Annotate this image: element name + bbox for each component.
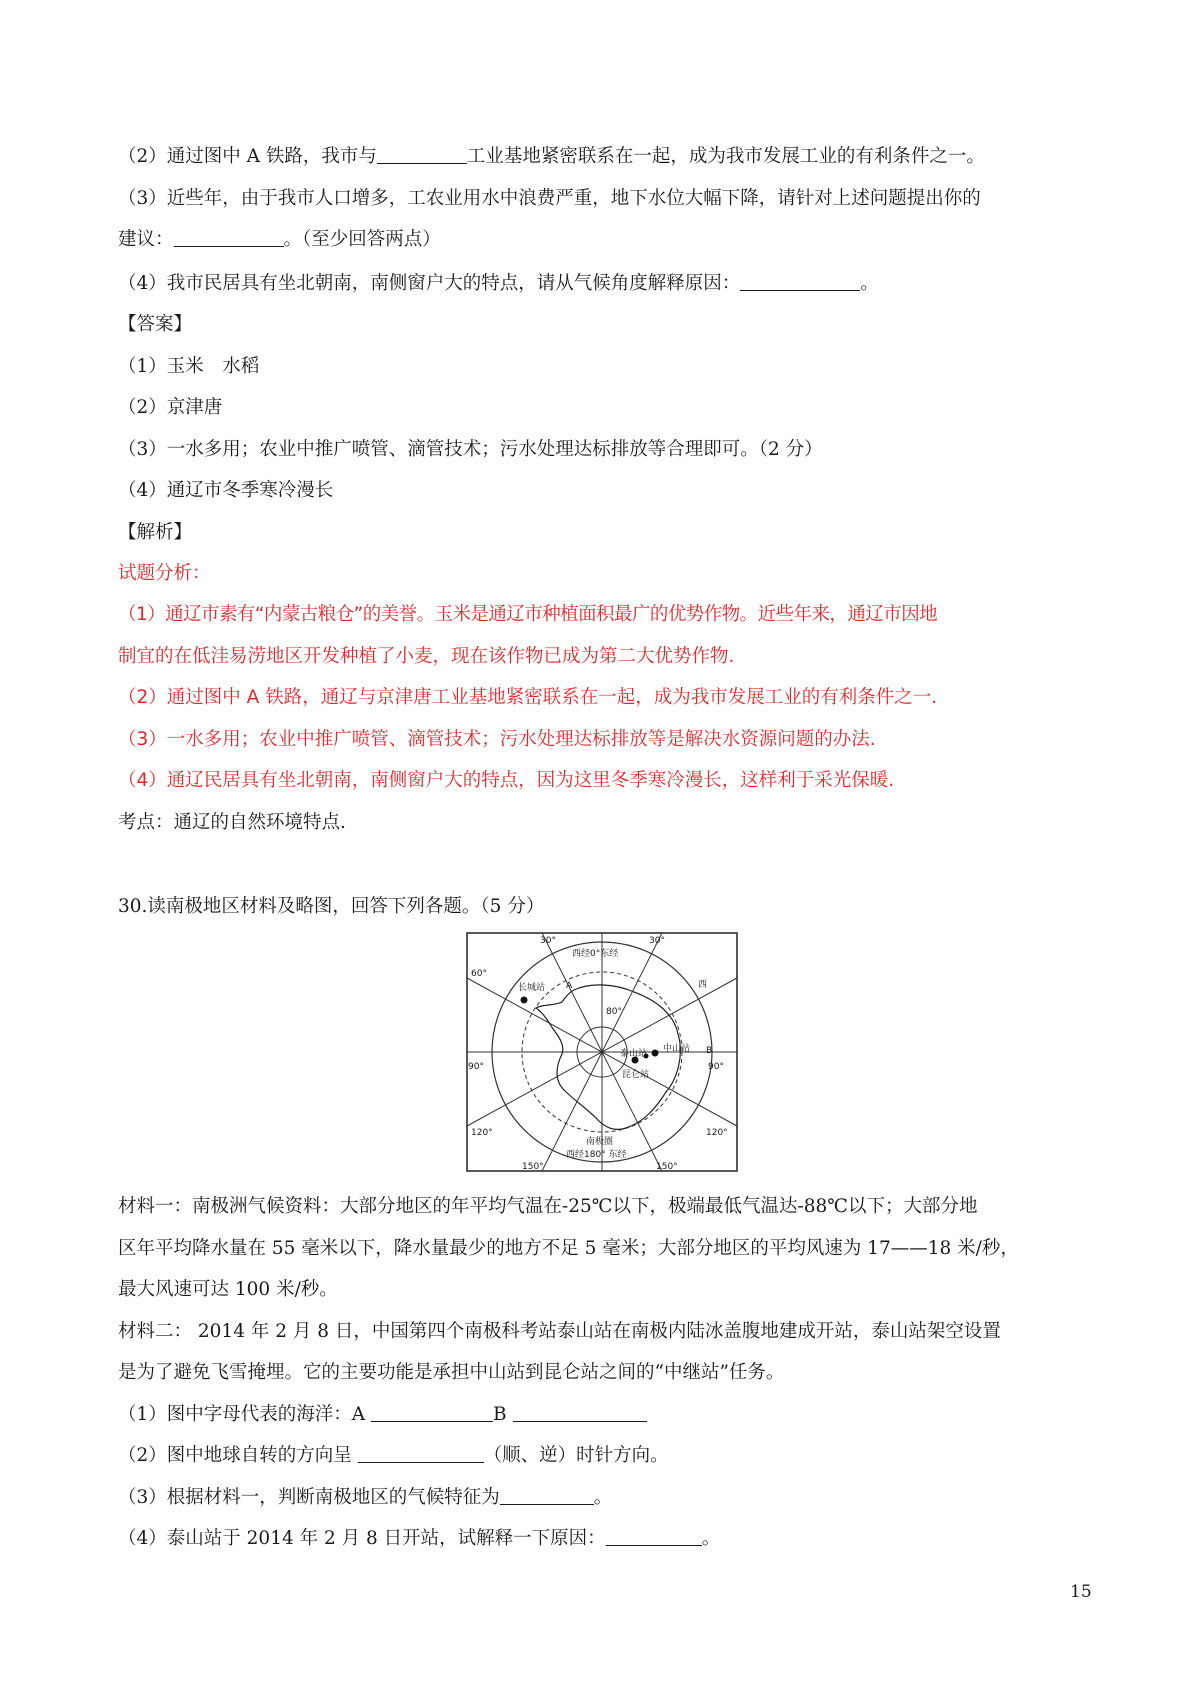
label-ocean-a: A [566, 981, 573, 991]
question-2-text-end: 工业基地紧密联系在一起，成为我市发展工业的有利条件之一。 [466, 146, 985, 167]
answer-blank[interactable] [174, 228, 284, 247]
question-2-line [118, 145, 985, 169]
question-30-title: 30.读南极地区材料及略图，回答下列各题。（5 分） [118, 896, 545, 917]
sub-question-4-text-end: 。 [701, 1528, 721, 1549]
kaodian-line: 考点：通辽的自然环境特点. [118, 812, 346, 833]
sub-question-3-text-end: 。 [593, 1487, 613, 1508]
page-number: 15 [1070, 1582, 1092, 1602]
analysis-point-1-line-1: （1）通辽市素有“内蒙古粮仓”的美誉。玉米是通辽市种植面积最广的优势作物。近些年来，通辽市因地 [118, 604, 938, 625]
label-taishan-station: 泰山站 [620, 1049, 648, 1059]
label-meridian-0: 西经0°东经 [572, 949, 619, 959]
label-antarctic-circle: 南极圈 [586, 1137, 614, 1147]
sub-question-3 [118, 1486, 612, 1510]
label-120-left: 120° [471, 1128, 493, 1138]
sub-question-1-text-b: B [493, 1404, 513, 1425]
label-30-left: 30° [540, 936, 556, 946]
zhongshan-station-dot [652, 1050, 659, 1057]
analysis-point-2: （2）通过图中 A 铁路，通辽与京津唐工业基地紧密联系在一起，成为我市发展工业的有利条件之一. [118, 687, 938, 708]
label-90-right: 90° [708, 1062, 724, 1072]
sub-question-4-text: （4）泰山站于 2014 年 2 月 8 日开站，试解释一下原因： [118, 1528, 606, 1549]
changcheng-station-dot [521, 997, 528, 1004]
answer-1: （1）玉米 水稻 [118, 356, 260, 377]
analysis-point-1-line-2: 制宜的在低洼易涝地区开发种植了小麦，现在该作物已成为第二大优势作物. [118, 646, 735, 667]
answer-2: （2）京津唐 [118, 397, 223, 418]
material-1-line-2: 区年平均降水量在 55 毫米以下，降水量最少的地方不足 5 毫米；大部分地区的平均风速为 17——18 米/秒， [118, 1238, 1019, 1259]
sub-question-2-text: （2）图中地球自转的方向呈 [118, 1445, 358, 1466]
label-kunlun-station: 昆仑站 [622, 1070, 650, 1080]
analysis-point-3: （3）一水多用；农业中推广喷管、滴管技术；污水处理达标排放等是解决水资源问题的办法. [118, 729, 876, 750]
answer-blank-a[interactable] [371, 1403, 493, 1422]
sub-question-2-text-end: （顺、逆）时针方向。 [483, 1445, 669, 1466]
question-4-text-end: 。 [860, 273, 879, 294]
label-ocean-b: B [706, 1046, 713, 1056]
question-3-line-1: （3）近些年，由于我市人口增多，工农业用水中浪费严重，地下水位大幅下降，请针对上述问题提出你的 [118, 188, 981, 209]
question-3-text-end: 。（至少回答两点） [283, 229, 441, 250]
label-meridian-180: 西经180° 东经 [566, 1150, 627, 1160]
answer-blank[interactable] [377, 145, 467, 164]
sub-question-1-text: （1）图中字母代表的海洋：A [118, 1404, 372, 1425]
analysis-label: 试题分析： [118, 563, 211, 584]
label-changcheng-station: 长城站 [518, 983, 546, 993]
question-3-text: 建议： [118, 229, 174, 250]
question-3-line-2 [118, 228, 441, 252]
sub-question-4 [118, 1527, 720, 1551]
label-150-right: 150° [656, 1162, 678, 1172]
sub-question-2 [118, 1444, 669, 1468]
label-zhongshan-station: 中山站 [663, 1044, 691, 1054]
answer-blank[interactable] [740, 272, 860, 291]
material-1-line-1: 材料一：南极洲气候资料：大部分地区的年平均气温在-25℃以下，极端最低气温达-88℃以下；大部分地 [118, 1196, 978, 1217]
question-4-line [118, 272, 879, 296]
answer-blank[interactable] [358, 1444, 484, 1463]
question-4-text: （4）我市民居具有坐北朝南，南侧窗户大的特点，请从气候角度解释原因： [118, 273, 741, 294]
answer-blank-b[interactable] [513, 1403, 647, 1422]
answer-4: （4）通辽市冬季寒冷漫长 [118, 480, 334, 501]
material-2-line-2: 是为了避免飞雪掩埋。它的主要功能是承担中山站到昆仑站之间的“中继站”任务。 [118, 1362, 785, 1383]
label-80: 80° [606, 1007, 622, 1017]
material-2-line-1: 材料二： 2014 年 2 月 8 日，中国第四个南极科考站泰山站在南极内陆冰盖腹地建成开站，泰山站架空设置 [118, 1321, 1001, 1342]
analysis-point-4: （4）通辽民居具有坐北朝南，南侧窗户大的特点，因为这里冬季寒冷漫长，这样利于采光保暖. [118, 770, 895, 791]
label-30-right: 30° [649, 936, 665, 946]
label-60-left: 60° [471, 969, 487, 979]
label-150-left: 150° [522, 1162, 544, 1172]
analysis-heading: 【解析】 [118, 522, 193, 543]
sub-question-1 [118, 1403, 647, 1427]
answer-blank[interactable] [500, 1486, 594, 1505]
sub-question-3-text: （3）根据材料一，判断南极地区的气候特征为 [118, 1487, 500, 1508]
answer-blank[interactable] [606, 1527, 702, 1546]
antarctica-map [466, 932, 738, 1172]
label-west: 西 [698, 980, 708, 990]
answer-3: （3）一水多用；农业中推广喷管、滴管技术；污水处理达标排放等合理即可。（2 分） [118, 439, 823, 460]
question-2-text: （2）通过图中 A 铁路，我市与 [118, 146, 377, 167]
label-90-left: 90° [468, 1062, 484, 1072]
answer-heading: 【答案】 [118, 314, 193, 335]
material-1-line-3: 最大风速可达 100 米/秒。 [118, 1279, 338, 1300]
label-120-right: 120° [706, 1128, 728, 1138]
